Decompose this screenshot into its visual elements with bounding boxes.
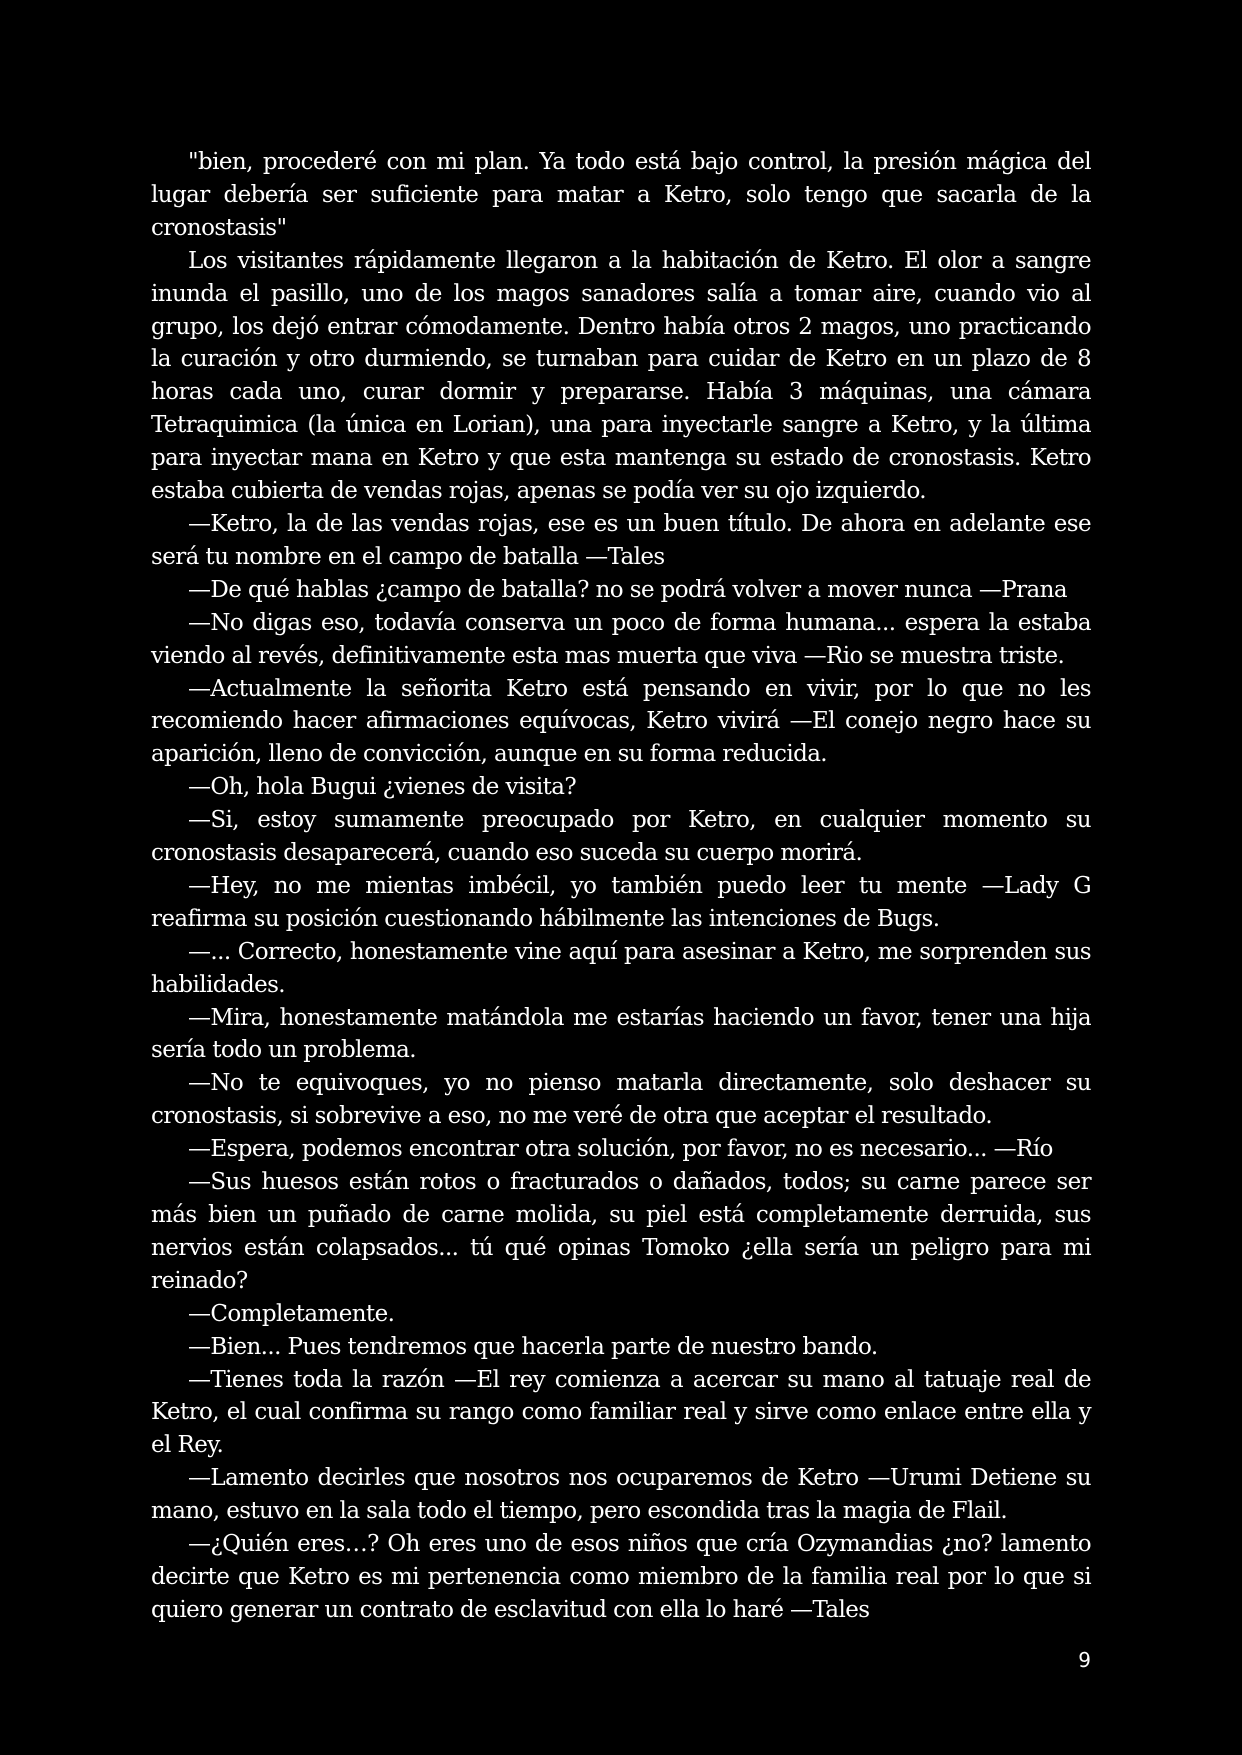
paragraph: —Completamente. (188, 1300, 395, 1327)
paragraph: "bien, procederé con mi plan. Ya todo está bajo control, la presión mágica del lugar debería ser suficiente para matar a Ketro, solo tengo que sacarla de la cronostasis" (151, 149, 1091, 241)
paragraph: —Si, estoy sumamente preocupado por Ketro, en cualquier momento su cronostasis desaparecerá, cuando eso suceda su cuerpo morirá. (151, 807, 1091, 867)
paragraph: —Bien... Pues tendremos que hacerla parte de nuestro bando. (188, 1333, 878, 1360)
paragraph: —No digas eso, todavía conserva un poco de forma humana... espera la estaba viendo al revés, definitivamente esta mas muerta que viva —Rio se muestra triste. (151, 609, 1091, 669)
paragraph: —Espera, podemos encontrar otra solución, por favor, no es necesario... —Río (188, 1136, 1053, 1163)
paragraph: —Hey, no me mientas imbécil, yo también puedo leer tu mente —Lady G reafirma su posición cuestionando hábilmente las intenciones de Bugs. (151, 872, 1091, 932)
paragraph: —Tienes toda la razón —El rey comienza a acercar su mano al tatuaje real de Ketro, el cual confirma su rango como familiar real y sirve como enlace entre ella y el Rey. (151, 1366, 1091, 1459)
page-number: 9 (1078, 1648, 1091, 1672)
paragraph: —De qué hablas ¿campo de batalla? no se podrá volver a mover nunca —Prana (188, 576, 1067, 603)
body-text (151, 146, 1091, 1627)
paragraph: —Lamento decirles que nosotros nos ocuparemos de Ketro —Urumi Detiene su mano, estuvo en la sala todo el tiempo, pero escondida tras la magia de Flail. (151, 1465, 1091, 1525)
paragraph: —¿Quién eres…? Oh eres uno de esos niños que cría Ozymandias ¿no? lamento decirte que Ketro es mi pertenencia como miembro de la familia real por lo que si quiero generar un contrato de esclavitud con ella lo haré —Tales (151, 1531, 1091, 1623)
paragraph: —Ketro, la de las vendas rojas, ese es un buen título. De ahora en adelante ese será tu nombre en el campo de batalla —Tales (151, 510, 1091, 570)
paragraph: —... Correcto, honestamente vine aquí para asesinar a Ketro, me sorprenden sus habilidades. (151, 938, 1091, 998)
paragraph: —Mira, honestamente matándola me estarías haciendo un favor, tener una hija sería todo un problema. (151, 1004, 1091, 1064)
paragraph: —Sus huesos están rotos o fracturados o dañados, todos; su carne parece ser más bien un puñado de carne molida, su piel está completamente derruida, sus nervios están colapsados... tú qué opinas Tomoko ¿ella sería un peligro para mi reinado? (151, 1169, 1091, 1294)
paragraph: Los visitantes rápidamente llegaron a la habitación de Ketro. El olor a sangre inunda el pasillo, uno de los magos sanadores salía a tomar aire, cuando vio al grupo, los dejó entrar cómodamente. Dentro había otros 2 magos, uno practicando la curación y otro durmiendo, se turnaban para cuidar de Ketro en un plazo de 8 horas cada uno, curar dormir y prepararse. Había 3 máquinas, una cámara Tetraquimica (la única en Lorian), una para inyectarle sangre a Ketro, y la última para inyectar mana en Ketro y que esta mantenga su estado de cronostasis. Ketro estaba cubierta de vendas rojas, apenas se podía ver su ojo izquierdo. (151, 247, 1091, 505)
paragraph: —Actualmente la señorita Ketro está pensando en vivir, por lo que no les recomiendo hacer afirmaciones equívocas, Ketro vivirá —El conejo negro hace su aparición, lleno de convicción, aunque en su forma reducida. (151, 675, 1091, 768)
paragraph: —Oh, hola Bugui ¿vienes de visita? (188, 774, 577, 801)
paragraph: —No te equivoques, yo no pienso matarla directamente, solo deshacer su cronostasis, si sobrevive a eso, no me veré de otra que aceptar el resultado. (151, 1070, 1091, 1130)
